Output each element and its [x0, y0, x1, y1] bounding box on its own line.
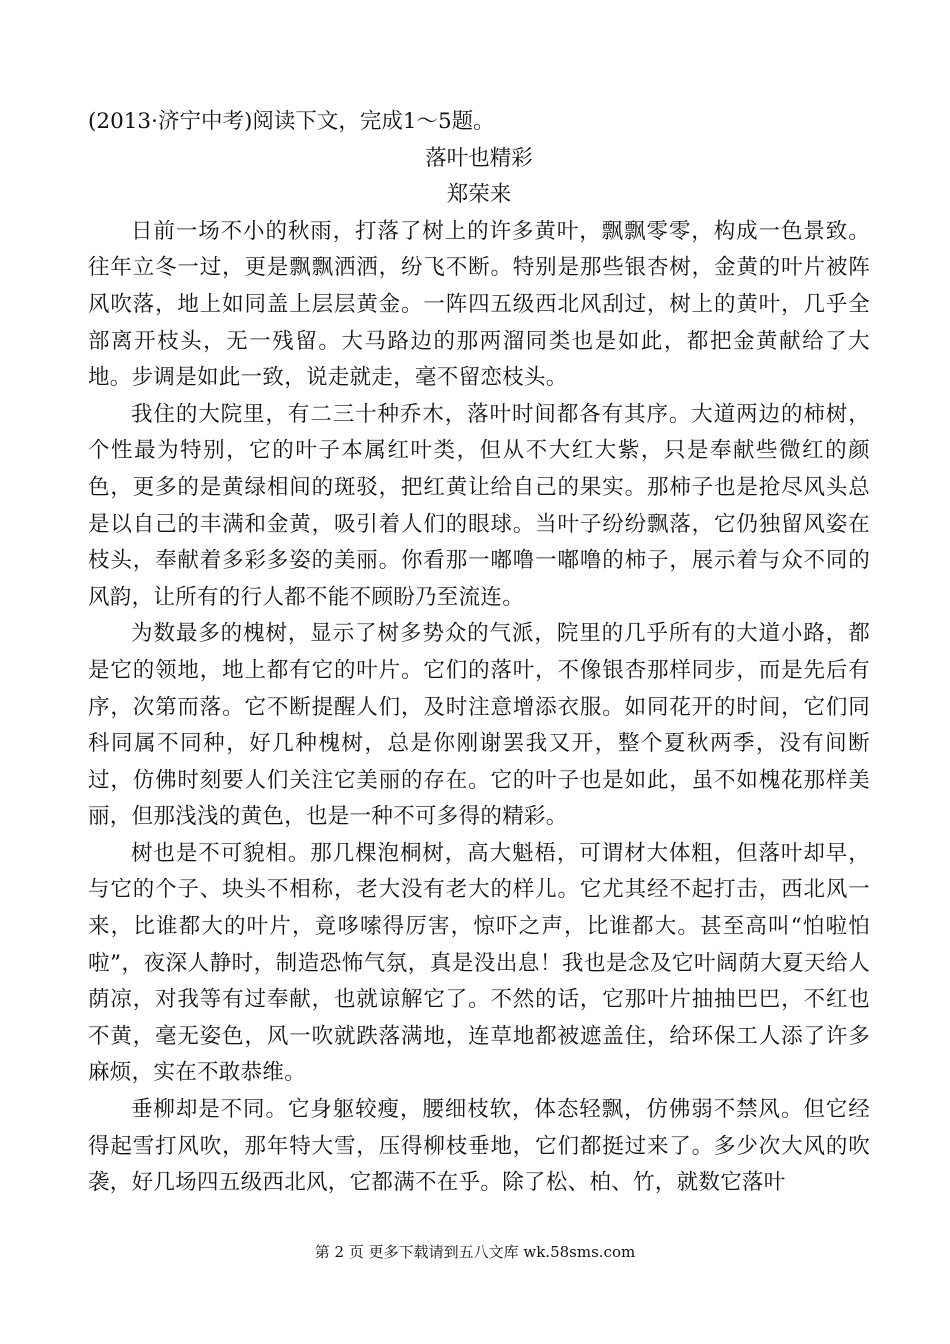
article-title: 落叶也精彩	[425, 145, 533, 171]
question-intro: (2013·济宁中考)阅读下文，完成1～5题。	[88, 109, 495, 134]
page-footer: 第 2 页 更多下载请到五八文库 wk.58sms.com	[314, 1243, 636, 1261]
article-author: 郑荣来	[446, 182, 512, 208]
paragraph-5: 垂柳却是不同。它身躯较瘦，腰细枝软，体态轻飘，仿佛弱不禁风。但它经得起雪打风吹，那年特大雪，压得柳枝垂地，它们都挺过来了。多少次大风的吹袭，好几场四五级西北风，它都满不在乎。除了松、柏、竹，就数它落叶	[88, 1097, 870, 1196]
paragraph-3: 为数最多的槐树，显示了树多势众的气派，院里的几乎所有的大道小路，都是它的领地，地上都有它的叶片。它们的落叶，不像银杏那样同步，而是先后有序，次第而落。它不断提醒人们，及时注意增添衣服。如同花开的时间，它们同科同属不同种，好几种槐树，总是你刚谢罢我又开，整个夏秋两季，没有间断过，仿佛时刻要人们关注它美丽的存在。它的叶子也是如此，虽不如槐花那样美丽，但那浅浅的黄色，也是一种不可多得的精彩。	[88, 621, 870, 830]
article-body	[88, 104, 870, 1202]
paragraph-4: 树也是不可貌相。那几棵泡桐树，高大魁梧，可谓材大体粗，但落叶却早，与它的个子、块头不相称，老大没有老大的样儿。它尤其经不起打击，西北风一来，比谁都大的叶片，竟哆嗦得厉害，惊吓之声，比谁都大。甚至高叫“怕啦怕啦”，夜深人静时，制造恐怖气氛，真是没出息！我也是念及它叶阔荫大夏天给人荫凉，对我等有过奉献，也就谅解它了。不然的话，它那叶片抽抽巴巴，不红也不黄，毫无姿色，风一吹就跌落满地，连草地都被遮盖住，给环保工人添了许多麻烦，实在不敢恭维。	[88, 840, 870, 1086]
paragraph-1: 日前一场不小的秋雨，打落了树上的许多黄叶，飘飘零零，构成一色景致。往年立冬一过，更是飘飘洒洒，纷飞不断。特别是那些银杏树，金黄的叶片被阵风吹落，地上如同盖上层层黄金。一阵四五级西北风刮过，树上的黄叶，几乎全部离开枝头，无一残留。大马路边的那两溜同类也是如此，都把金黄献给了大地。步调是如此一致，说走就走，毫不留恋枝头。	[88, 218, 870, 391]
paragraph-2: 我住的大院里，有二三十种乔木，落叶时间都各有其序。大道两边的柿树，个性最为特别，它的叶子本属红叶类，但从不大红大紫，只是奉献些微红的颜色，更多的是黄绿相间的斑驳，把红黄让给自己的果实。那柿子也是抢尽风头总是以自己的丰满和金黄，吸引着人们的眼球。当叶子纷纷飘落，它仍独留风姿在枝头，奉献着多彩多姿的美丽。你看那一嘟噜一嘟噜的柿子，展示着与众不同的风韵，让所有的行人都不能不顾盼乃至流连。	[88, 401, 870, 610]
